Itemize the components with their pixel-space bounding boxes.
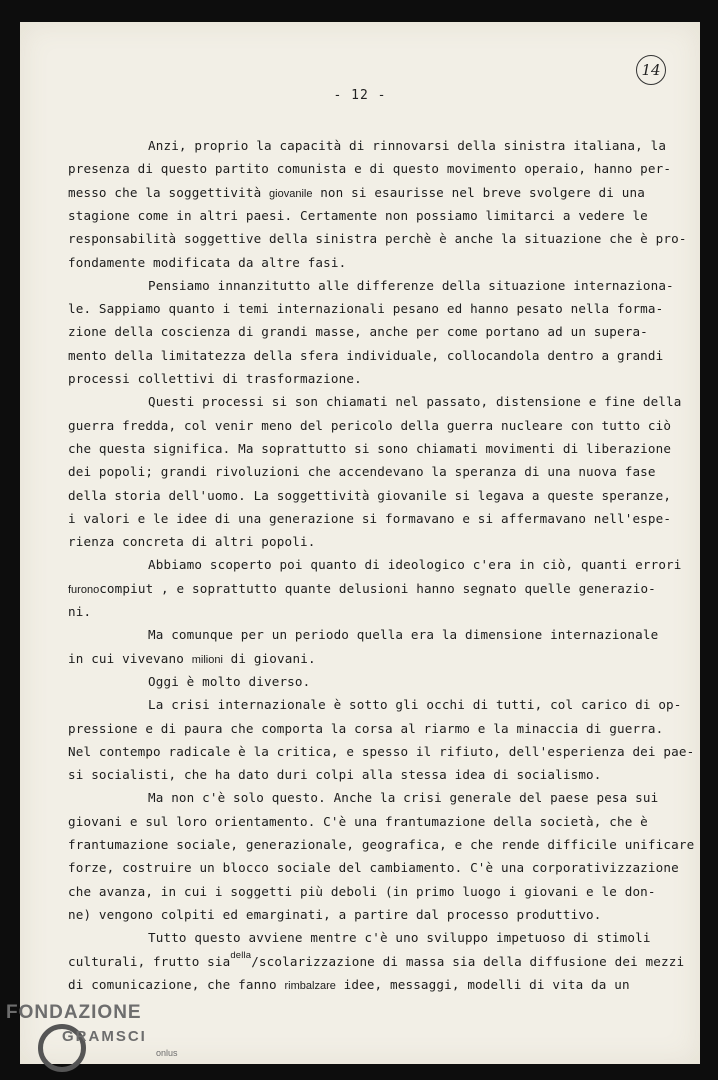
text-line [68, 581, 656, 596]
line-text: Abbiamo scoperto poi quanto di ideologico c'era in ciò, quanti errori [148, 557, 682, 573]
line-text: zione della coscienza di grandi masse, anche per come portano ad un supera- [68, 324, 648, 340]
text-line [148, 674, 310, 689]
text-line [68, 464, 656, 479]
line-text: ne) vengono colpiti ed emarginati, a partire dal processo produttivo. [68, 906, 602, 922]
page-number: - 12 - [333, 88, 387, 103]
text-line [68, 511, 671, 526]
inserted-word: furono [68, 583, 100, 596]
line-text: Pensiamo innanzitutto alle differenze della situazione internaziona- [148, 277, 674, 293]
inserted-word: rimbalzare [284, 979, 336, 992]
text-line [148, 930, 651, 945]
text-line [148, 138, 666, 153]
line-text: rienza concreta di altri popoli. [68, 534, 316, 550]
text-line [68, 721, 663, 736]
line-text: in cui vivevano [68, 650, 184, 666]
line-text: stagione come in altri paesi. Certamente non possiamo limitarci a vedere le [68, 207, 648, 223]
line-text: si socialisti, che ha dato duri colpi alla stessa idea di socialismo. [68, 767, 602, 783]
text-line [68, 231, 687, 246]
text-line [68, 744, 694, 759]
text-line [68, 651, 316, 666]
text-line [148, 394, 682, 409]
text-line [148, 697, 682, 712]
line-text-after: /scolarizzazione di massa sia della diffusione dei mezzi [251, 953, 685, 969]
text-line [68, 534, 315, 549]
text-line [68, 371, 362, 386]
text-line [68, 348, 663, 363]
folio-circle: 14 [636, 55, 666, 85]
line-text: Ma non c'è solo questo. Anche la crisi generale del paese pesa sui [148, 790, 659, 806]
line-text-after: idee, messaggi, modelli di vita da un [343, 976, 630, 992]
line-text: processi collettivi di trasformazione. [68, 371, 362, 386]
line-text: fondamente modificata da altre fasi. [68, 254, 347, 270]
logo-line1: FONDAZIONE [6, 1002, 142, 1023]
superscript-insert: della [230, 949, 252, 961]
line-text: che questa significa. Ma soprattutto si sono chiamati movimenti di liberazione [68, 440, 672, 456]
line-text: guerra fredda, col venir meno del pericolo della guerra nucleare con tutto ciò [68, 417, 672, 433]
line-text: i valori e le idee di una generazione si formavano e si affermavano nell'espe- [68, 510, 672, 526]
text-line [68, 837, 694, 852]
line-text: responsabilità soggettive della sinistra perchè è anche la situazione che è pro- [68, 231, 687, 247]
text-line [148, 790, 658, 805]
text-line [68, 255, 346, 270]
text-line [68, 488, 671, 503]
archive-logo [6, 1002, 178, 1058]
text-line [68, 208, 648, 223]
line-text: Ma comunque per un periodo quella era la dimensione internazionale [148, 627, 659, 643]
line-text: forze, costruire un blocco sociale del cambiamento. C'è una corporativizzazione [68, 860, 679, 876]
line-text: presenza di questo partito comunista e di questo movimento operaio, hanno per- [68, 161, 672, 177]
line-text: pressione e di paura che comporta la corsa al riarmo e la minaccia di guerra. [68, 720, 664, 736]
line-text: Questi processi si son chiamati nel passato, distensione e fine della [148, 394, 682, 410]
line-text: Nel contempo radicale è la critica, e spesso il rifiuto, dell'esperienza dei pae- [68, 743, 695, 759]
text-line [148, 278, 674, 293]
text-line [68, 907, 602, 922]
line-text-after: non si esaurisse nel breve svolgere di una [320, 184, 645, 200]
text-line [68, 418, 671, 433]
logo-line2: GRAMSCI [62, 1028, 147, 1045]
line-text: mento della limitatezza della sfera individuale, collocandola dentro a grandi [68, 347, 664, 363]
text-line [68, 185, 645, 200]
line-text: La crisi internazionale è sotto gli occhi di tutti, col carico di op- [148, 697, 682, 713]
line-text: Anzi, proprio la capacità di rinnovarsi della sinistra italiana, la [148, 138, 667, 153]
text-line [68, 441, 671, 456]
line-text: frantumazione sociale, generazionale, geografica, e che rende difficile unificare [68, 837, 695, 852]
document-page [20, 22, 700, 1064]
line-text: che avanza, in cui i soggetti più deboli (in primo luogo i giovani e le don- [68, 883, 656, 899]
text-line [68, 301, 663, 316]
line-text: Tutto questo avviene mentre c'è uno sviluppo impetuoso di stimoli [148, 930, 651, 946]
text-line [68, 161, 671, 176]
line-text-after: di giovani. [230, 650, 316, 666]
text-line [68, 949, 685, 969]
text-line [148, 557, 682, 572]
line-text: della storia dell'uomo. La soggettività giovanile si legava a queste speranze, [68, 487, 672, 503]
logo-line3: onlus [156, 1048, 178, 1058]
inserted-word: giovanile [269, 187, 313, 200]
line-text: Oggi è molto diverso. [148, 673, 311, 689]
text-line [68, 604, 91, 619]
text-line [68, 977, 630, 992]
text-line [68, 324, 648, 339]
line-text: giovani e sul loro orientamento. C'è una frantumazione della società, che è [68, 813, 648, 829]
line-text: dei popoli; grandi rivoluzioni che accendevano la speranza di una nuova fase [68, 464, 656, 480]
line-text: le. Sappiamo quanto i temi internazionali pesano ed hanno pesato nella forma- [68, 301, 664, 317]
line-text: messo che la soggettività [68, 184, 262, 200]
text-line [68, 860, 679, 875]
inserted-word: milioni [191, 653, 223, 666]
text-line [68, 767, 602, 782]
text-line [68, 814, 648, 829]
text-line [68, 884, 656, 899]
line-text: compiut , e soprattutto quante delusioni hanno segnato quelle generazio- [99, 580, 656, 596]
line-text: di comunicazione, che fanno [68, 976, 277, 992]
line-text: culturali, frutto sia [68, 953, 231, 969]
line-text: ni. [68, 604, 92, 619]
text-line [148, 627, 658, 642]
